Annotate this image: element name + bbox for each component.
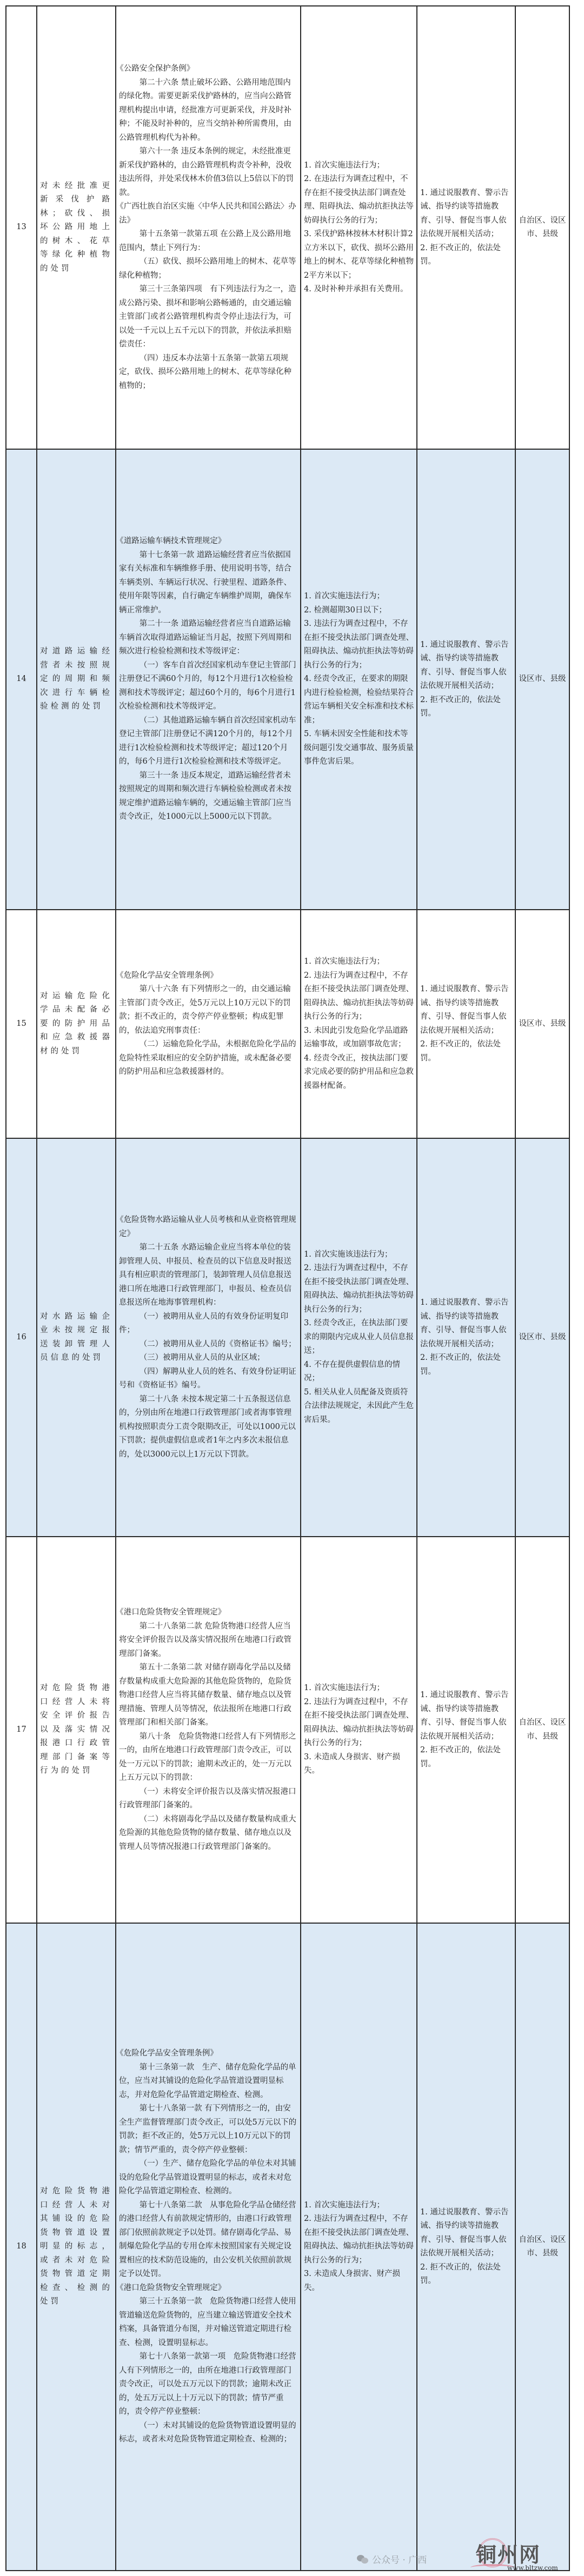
condition-item: 3. 经责令改正，在执法部门要求的期限内完成从业人员信息报送；	[304, 1319, 414, 1356]
article-text: （二）未将剧毒化学品以及储存数量构成重大危险源的其他危险货物的储存数量、储存地点以及管理人员等情况报港口行政管理部门备案的。	[119, 1814, 296, 1851]
condition-item: 3. 未造成人身损害、财产损失。	[304, 2270, 400, 2292]
enforcement-level: 设区市、县级	[515, 1138, 569, 1537]
measure-item: 1. 通过说服教育、警示告诫、指导约谈等措施教育、引导、督促当事人依法依规开展相关活动；	[420, 985, 509, 1035]
article-text: （一）生产、储存危险化学品的单位未对其铺设的危险化学品管道设置明显的标志，或者未对危险化学品管道定期检查、检测的。	[119, 2159, 296, 2196]
article-text: （一）被聘用从业人员的有效身份证明复印件；	[119, 1312, 289, 1334]
measure-item: 2. 拒不改正的，依法处罚。	[420, 2263, 501, 2285]
exemption-conditions	[301, 1537, 417, 1923]
article-text: 第六十一条 违反本条例的规定，未经批准更新采伐护路林的，由公路管理机构责令补种，没收违法所得，并处采伐林木价值3倍以上5倍以下的罚款。	[119, 147, 294, 197]
measure-item: 1. 通过说服教育、警示告诫、指导约谈等措施教育、引导、督促当事人依法依规开展相关活动；	[420, 2207, 509, 2258]
row-number: 16	[6, 1138, 37, 1537]
measure-item: 1. 通过说服教育、警示告诫、指导约谈等措施教育、引导、督促当事人依法依规开展相关活动；	[420, 1298, 509, 1349]
penalty-item: 对运输危险化学品未配备必要的防护用品和应急救援器材的处罚	[37, 910, 116, 1138]
measure-item: 2. 拒不改正的，依法处罚。	[420, 243, 501, 266]
penalty-item: 对道路运输经营者未按照规定的周期和频次进行车辆检验检测的处罚	[37, 449, 116, 910]
table-row	[6, 910, 569, 1138]
row-number: 17	[6, 1537, 37, 1923]
measure-item: 2. 拒不改正的，依法处罚。	[420, 1353, 501, 1376]
wechat-icon	[357, 2555, 369, 2564]
watermark-brand: 铜州网	[476, 2542, 541, 2567]
regulation-title: 《港口危险货物安全管理规定》	[116, 2283, 226, 2292]
guidance-measures	[417, 1537, 515, 1923]
row-number: 18	[6, 1923, 37, 2571]
article-text: 第十五条第一款第五项 在公路上及公路用地范围内，禁止下列行为：	[119, 230, 291, 252]
article-text: 第八十六条 有下列情形之一的，由交通运输主管部门责令改正，处5万元以上10万元以下的罚款；拒不改正的，责令停产停业整顿；构成犯罪的，依法追究刑事责任：	[119, 985, 291, 1035]
legal-basis	[116, 1138, 301, 1537]
penalty-item: 对水路运输企业未按规定报送装卸管理人员信息的处罚	[37, 1138, 116, 1537]
condition-item: 1. 首次实施违法行为；	[304, 2200, 384, 2210]
legal-basis	[116, 910, 301, 1138]
article-text: 第七十八条第一款 有下列情形之一的，由安全生产监督管理部门责令改正，可以处5万元以下的罚款；拒不改正的，处5万元以上10万元以下的罚款；情节严重的，责令停产停业整顿：	[119, 2104, 297, 2154]
regulation-title: 《道路运输车辆技术管理规定》	[116, 537, 226, 546]
table-row	[6, 1138, 569, 1537]
article-text: 第七十八条第一款第一项 危险货物港口经营人有下列情形之一的，由所在地港口行政管理部门责令改正，可以处五万元以下的罚款；逾期未改正的，处五万元以上十万元以下的罚款；情节严重的，责令停产停业整顿：	[119, 2352, 296, 2417]
table-row	[6, 1923, 569, 2571]
measure-item: 1. 通过说服教育、警示告诫、指导约谈等措施教育、引导、督促当事人依法依规开展相关活动；	[420, 188, 509, 238]
legal-basis	[116, 449, 301, 910]
article-text: （一）未对其铺设的危险货物管道设置明显的标志，或者未对危险货物管道定期检查、检测的；	[119, 2421, 296, 2444]
condition-item: 3. 未因此引发危险化学品道路运输事故，或加剧事故危害；	[304, 1026, 408, 1049]
measure-item: 2. 拒不改正的，依法处罚。	[420, 695, 501, 718]
condition-item: 4. 及时补种并承担有关费用。	[304, 285, 408, 293]
condition-item: 2. 检测超期30日以下；	[304, 605, 387, 615]
table-row	[6, 449, 569, 910]
row-number: 15	[6, 910, 37, 1138]
article-text: 第二十八条 未按本规定第二十五条报送信息的，分别由所在地港口行政管理部门或者海事管理机构按照职责分工责令限期改正，可处以1000元以下罚款；提供虚假信息或者1年之内多次未报信息的，处以3000元以上1万元以下罚款。	[119, 1394, 296, 1459]
condition-item: 4. 经责令改正，在要求的期限内进行检验检测，检验结果符合营运车辆相关安全标准和技术标准；	[304, 675, 414, 725]
measure-item: 2. 拒不改正的，依法处罚。	[420, 1746, 501, 1769]
article-text: 第二十五条 水路运输企业应当将本单位的装卸管理人员、申报员、检查员的以下信息及时报送具有相应职责的管理部门，装卸管理人员信息报送港口所在地港口行政管理部门，申报员、检查员信息报送所在地海事管理机构：	[119, 1243, 291, 1307]
article-text: 第五十二条第二款 对储存剧毒化学品以及储存数量构成重大危险源的其他危险货物的，危险货物港口经营人应当将其储存数量、储存地点以及管理措施、管理人员等情况，依法报所在地港口行政管理部门和相关部门备案。	[119, 1663, 291, 1727]
article-text: （四）违反本办法第十五条第一款第五项规定，砍伐、损坏公路用地上的树木、花草等绿化种植物的；	[119, 353, 291, 390]
article-text: 第十七条第一款 道路运输经营者应当依据国家有关标准和车辆维修手册、使用说明书等，结合车辆类别、车辆运行状况、行驶里程、道路条件、使用年限等因素，自行确定车辆维护周期，确保车辆正常维护。	[119, 550, 291, 615]
condition-item: 2. 违法行为调查过程中，不存在拒不接受执法部门调查处理、阻碍执法、煽动抗拒执法等妨碍执行公务的行为；	[304, 971, 414, 1021]
row-number: 13	[6, 6, 37, 449]
enforcement-level: 自治区、设区市、县级	[515, 6, 569, 449]
article-text: （三）被聘用从业人员的从业区域；	[139, 1353, 265, 1362]
article-text: （二）被聘用从业人员的《资格证书》编号；	[139, 1339, 296, 1349]
article-text: 第七十八条第二款 从事危险化学品仓储经营的港口经营人有前款规定情形的，由港口行政管理部门依照前款规定予以处罚。储存剧毒化学品、易制爆危险化学品的专用仓库未按照国家有关规定设置相应的技术防范设施的，由公安机关依照前款规定予以处罚。	[119, 2200, 296, 2279]
article-text: 第二十六条 禁止破坏公路、公路用地范围内的绿化物。需要更新采伐护路林的，应当向公路管理机构提出申请，经批准方可更新采伐，并及时补种；不能及时补种的，应当交纳补种所需费用，由公路管理机构代为补种。	[119, 78, 291, 142]
guidance-measures	[417, 449, 515, 910]
condition-item: 5. 相关从业人员配备及资质符合法律法规规定，未因此产生危害后果。	[304, 1387, 414, 1424]
watermark-source	[357, 2552, 427, 2566]
condition-item: 1. 首次实施违法行为；	[304, 161, 384, 170]
enforcement-level: 设区市、县级	[515, 449, 569, 910]
article-text: （一）客车自首次经国家机动车登记主管部门注册登记不满60个月的，每12个月进行1次检验检测和技术等级评定；超过60个月的，每6个月进行1次检验检测和技术等级评定。	[119, 660, 296, 711]
regulation-title: 《港口危险货物安全管理规定》	[116, 1608, 226, 1617]
enforcement-level: 设区市、县级	[515, 910, 569, 1138]
watermark-source-text: 公众号 · 广西	[372, 2555, 427, 2566]
article-text: （二）其他道路运输车辆自首次经国家机动车登记主管部门注册登记不满120个月的，每12个月进行1次检验检测和技术等级评定；超过120个月的，每6个月进行1次检验检测和技术等级评定。	[119, 716, 296, 766]
condition-item: 1. 首次实施违法行为；	[304, 592, 384, 601]
penalty-item: 对未经批准更新采伐护路林；砍伐、损坏公路用地上的树木、花草等绿化种植物的处罚	[37, 6, 116, 449]
measure-item: 1. 通过说服教育、警示告诫、指导约谈等措施教育、引导、督促当事人依法依规开展相关活动；	[420, 1691, 509, 1741]
regulation-title: 《公路安全保护条例》	[116, 64, 195, 73]
measure-item: 2. 拒不改正的，依法处罚。	[420, 1040, 501, 1063]
watermark-url: www.bltzw.com	[507, 2564, 558, 2572]
guidance-measures	[417, 6, 515, 449]
table-body	[6, 6, 569, 2571]
condition-item: 2. 违法行为调查过程中，不存在拒不接受执法部门调查处理、阻碍执法、煽动抗拒执法等妨碍执行公务的行为；	[304, 1264, 414, 1314]
legal-basis	[116, 6, 301, 449]
condition-item: 4. 不存在提供虚假信息的情况；	[304, 1360, 400, 1383]
article-text: 第三十三条第四项 有下列违法行为之一，造成公路污染、损坏和影响公路畅通的，由交通运输主管部门或者公路管理机构责令停止违法行为，可以处一千元以上五千元以下的罚款，并依法承担赔偿责任：	[119, 285, 296, 349]
penalty-item: 对危险货物港口经营人未对其铺设的危险货物管道设置明显的标志，或者未对危险货物管道定期检查、检测的处罚	[37, 1923, 116, 2571]
article-text: （二）运输危险化学品，未根据危险化学品的危险特性采取相应的安全防护措施，或未配备必要的防护用品和应急救援器材的。	[119, 1040, 296, 1076]
legal-basis	[116, 1537, 301, 1923]
article-text: 第八十条 危险货物港口经营人有下列情形之一的，由所在地港口行政管理部门责令改正，可以处一万元以下的罚款；逾期未改正的，处一万元以上五万元以下的罚款：	[119, 1732, 296, 1782]
article-text: 第二十一条 道路运输经营者应当自道路运输车辆首次取得道路运输证当月起，按照下列周期和频次进行检验检测和技术等级评定：	[119, 619, 291, 656]
article-text: （五）砍伐、损坏公路用地上的树木、花草等绿化种植物；	[119, 257, 296, 280]
condition-item: 2. 违法行为调查过程中，不存在拒不接受执法部门调查处理、阻碍执法、煽动抗拒执法等妨碍执行公务的行为；	[304, 2214, 414, 2265]
condition-item: 1. 首次实施该违法行为；	[304, 1250, 393, 1259]
article-text: 第三十一条 违反本规定，道路运输经营者未按照规定的周期和频次进行车辆检验检测或者未按规定维护道路运输车辆的，交通运输主管部门应当责令改正，处1000元以上5000元以下罚款。	[119, 771, 291, 822]
exemption-conditions	[301, 449, 417, 910]
legal-basis	[116, 1923, 301, 2571]
condition-item: 5. 车辆未因安全性能和技术等级问题引发交通事故、服务质量事件危害后果。	[304, 730, 414, 766]
regulation-title: 《广西壮族自治区实施〈中华人民共和国公路法〉办法》	[116, 202, 296, 225]
regulation-title: 《危险化学品安全管理条例》	[116, 971, 218, 980]
article-text: （一）未将安全评价报告以及落实情况报港口行政管理部门备案的。	[119, 1787, 296, 1810]
guidance-measures	[417, 1923, 515, 2571]
exemption-conditions	[301, 6, 417, 449]
exemption-conditions	[301, 1923, 417, 2571]
law-table	[5, 5, 570, 2571]
guidance-measures	[417, 910, 515, 1138]
condition-item: 1. 首次实施违法行为；	[304, 957, 384, 966]
guidance-measures	[417, 1138, 515, 1537]
penalty-item: 对危险货物港口经营人未将安全评价报告以及落实情况报港口行政管理部门备案等行为的处罚	[37, 1537, 116, 1923]
regulation-title: 《危险货物水路运输从业人员考核和从业资格管理规定》	[116, 1216, 296, 1238]
condition-item: 1. 首次实施违法行为；	[304, 1684, 384, 1693]
enforcement-level: 自治区、设区市、县级	[515, 1923, 569, 2571]
regulation-title: 《危险化学品安全管理条例》	[116, 2049, 218, 2058]
exemption-conditions	[301, 1138, 417, 1537]
enforcement-level: 自治区、设区市、县级	[515, 1537, 569, 1923]
table-row	[6, 1537, 569, 1923]
condition-item: 3. 未造成人身损害、财产损失。	[304, 1752, 400, 1776]
condition-item: 4. 经责令改正，按执法部门要求完成必要的防护用品和应急救援器材配备。	[304, 1053, 414, 1090]
condition-item: 3. 违法行为调查过程中，不存在拒不接受执法部门调查处理、阻碍执法、煽动抗拒执法等妨碍执行公务的行为；	[304, 619, 414, 670]
article-text: 第十三条第一款 生产、储存危险化学品的单位，应当对其铺设的危险化学品管道设置明显标志，并对危险化学品管道定期检查、检测。	[119, 2063, 296, 2099]
condition-item: 2. 违法行为调查过程中，不存在拒不接受执法部门调查处理、阻碍执法、煽动抗拒执法等妨碍执行公务的行为；	[304, 1697, 414, 1748]
row-number: 14	[6, 449, 37, 910]
table-row	[6, 6, 569, 449]
condition-item: 3. 采伐护路林按林木材积计算2立方米以下，砍伐、损坏公路用地上的树木、花草等绿化种植物2平方米以下；	[304, 230, 414, 280]
article-text: 第二十八条第二款 危险货物港口经营人应当将安全评价报告以及落实情况报所在地港口行政管理部门备案。	[119, 1621, 291, 1658]
measure-item: 1. 通过说服教育、警示告诫、指导约谈等措施教育、引导、督促当事人依法依规开展相关活动；	[420, 640, 509, 690]
article-text: 第三十五条第一款 危险货物港口经营人使用管道输送危险货物的，应当建立输送管道安全技术档案，具备管道分布图，并对输送管道定期进行检查、检测，设置明显标志。	[119, 2297, 296, 2347]
exemption-conditions	[301, 910, 417, 1138]
condition-item: 2. 在违法行为调查过程中，不存在拒不接受执法部门调查处理、阻碍执法、煽动抗拒执法等妨碍执行公务的行为；	[304, 175, 414, 225]
article-text: （四）解聘从业人员的姓名、有效身份证明证号和《资格证书》编号。	[119, 1367, 296, 1390]
